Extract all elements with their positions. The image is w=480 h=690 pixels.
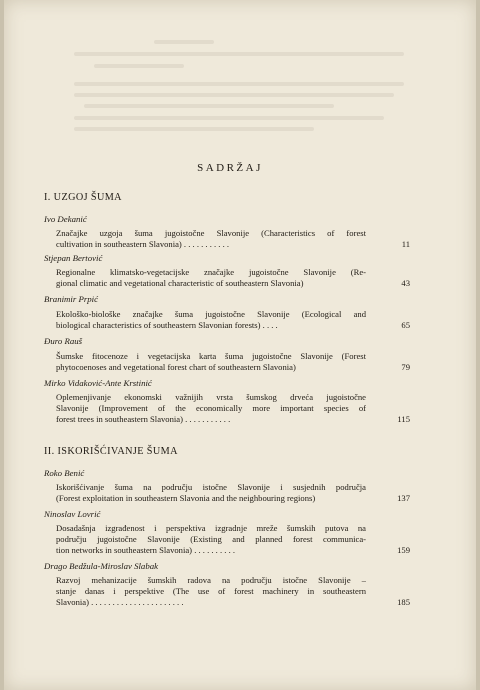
entry-author: Ivo Dekanić — [44, 214, 87, 224]
entry-page-number: 11 — [401, 239, 410, 249]
entry-title-line: Dosadašnja izgrađenost i perspektiva izgradnje mreže šumskih putova na — [56, 523, 366, 533]
entry-title-line: phytocoenoses and vegetational forest chart of southeastern Slavonia) — [56, 362, 296, 372]
entry-author: Ninoslav Lovrić — [44, 509, 101, 519]
section-heading: I. UZGOJ ŠUMA — [44, 192, 122, 203]
toc-title: SADRŽAJ — [197, 162, 263, 174]
entry-title-line: Značajke uzgoja šuma jugoistočne Slavonije (Characteristics of forest — [56, 228, 366, 238]
toc-entry — [56, 267, 366, 289]
toc-entry — [56, 228, 366, 250]
entry-author: Stjepan Bertović — [44, 253, 103, 263]
entry-title-line: forest trees in southeastern Slavonia) . . . . . . . . . . . — [56, 414, 231, 424]
entry-title-line: Iskorišćivanje šuma na području istočne Slavonije i susjednih područja — [56, 482, 366, 492]
entry-page-number: 115 — [397, 414, 410, 424]
entry-page-number: 185 — [397, 597, 410, 607]
entry-page-number: 65 — [401, 320, 410, 330]
entry-title-line: Regionalne klimatsko-vegetacijske značajke jugoistočne Slavonije (Re- — [56, 267, 366, 277]
toc-entry — [56, 523, 366, 556]
entry-page-number: 159 — [397, 545, 410, 555]
toc-entry — [56, 575, 366, 608]
entry-author: Drago Bedžula-Miroslav Slabak — [44, 561, 159, 571]
entry-title-line: području jugoistočne Slavonije (Existing and planned forest communica- — [56, 534, 366, 544]
toc-entry — [56, 309, 366, 331]
entry-page-number: 79 — [401, 362, 410, 372]
entry-title-line: Šumske fitocenoze i vegetacijska karta šuma jugoistočne Slavonije (Forest — [56, 351, 366, 361]
entry-author: Roko Benić — [44, 468, 85, 478]
section-heading: II. ISKORIŠĆIVANJE ŠUMA — [44, 446, 178, 457]
entry-author: Branimir Prpić — [44, 294, 99, 304]
bleed-through-text — [4, 0, 476, 150]
toc-entry — [56, 482, 366, 504]
entry-title-line: Razvoj mehanizacije šumskih radova na području istočne Slavonije – — [56, 575, 366, 585]
entry-page-number: 137 — [397, 493, 410, 503]
entry-title-line: Ekološko-biološke značajke šuma jugoistočne Slavonije (Ecological and — [56, 309, 366, 319]
entry-title-line: gional climatic and vegetational characteristic of southeastern Slavonia) — [56, 278, 304, 288]
entry-author: Mirko Vidaković-Ante Krstinić — [44, 378, 152, 388]
toc-entry — [56, 351, 366, 373]
entry-page-number: 43 — [401, 278, 410, 288]
book-page — [4, 0, 476, 690]
entry-title-line: Slavonije (Improvement of the economically more important species of — [56, 403, 366, 413]
entry-title-line: Slavonia) . . . . . . . . . . . . . . . . . . . . . . — [56, 597, 184, 607]
entry-title-line: cultivation in southeastern Slavonia) . . . . . . . . . . . — [56, 239, 230, 249]
toc-entry — [56, 392, 366, 425]
entry-author: Đuro Rauš — [44, 336, 83, 346]
entry-title-line: stanje danas i perspektive (The use of forest machinery in southeastern — [56, 586, 366, 596]
entry-title-line: biological characteristics of southeastern Slavonian forests) . . . . — [56, 320, 278, 330]
entry-title-line: (Forest exploitation in southeastern Slavonia and the neighbouring regions) — [56, 493, 316, 503]
entry-title-line: Oplemenjivanje ekonomski važnijih vrsta šumskog drveća jugoistočne — [56, 392, 366, 402]
entry-title-line: tion networks in southeastern Slavonia) . . . . . . . . . . — [56, 545, 236, 555]
